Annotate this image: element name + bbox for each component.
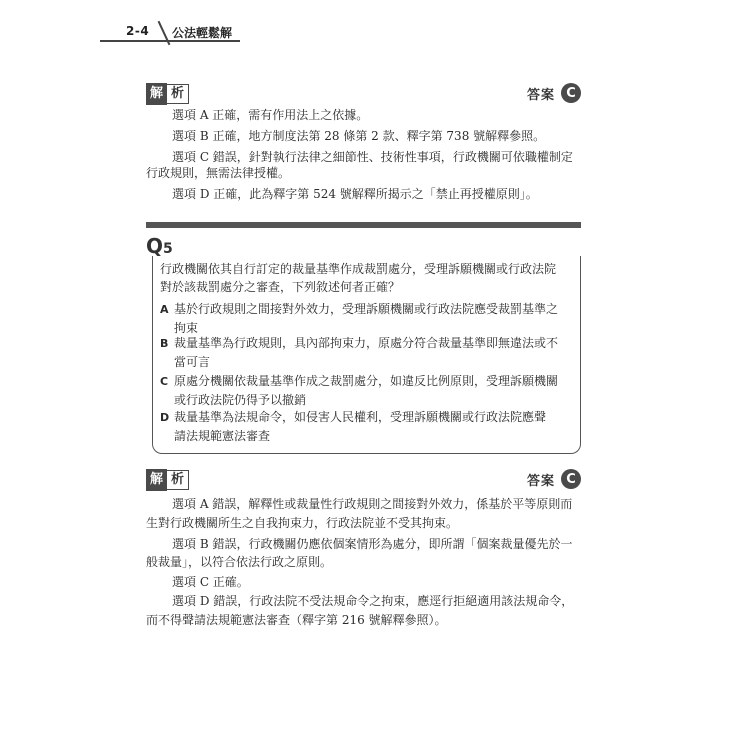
option-b	[160, 334, 574, 372]
chapter-number: 2-4	[126, 24, 150, 38]
question-letter: Q	[146, 234, 164, 258]
question-stem-line: 對於該裁罰處分之審查，下列敘述何者正確？	[160, 280, 401, 294]
option-text: 裁量基準為行政規則，具內部拘束力，原處分符合裁量基準即無違法或不	[174, 336, 559, 350]
analysis-line: 選項 B 正確，地方制度法第 28 條第 2 款、釋字第 738 號解釋參照。	[172, 129, 546, 143]
option-c	[160, 372, 574, 410]
analysis-tag-second: 析	[167, 84, 189, 104]
analysis-tag-second: 析	[167, 470, 189, 490]
analysis-tag-first: 解	[146, 469, 167, 491]
analysis-line: 選項 C 正確。	[172, 575, 249, 589]
option-key: A	[160, 303, 169, 316]
analysis-line: 選項 A 正確，需有作用法上之依據。	[172, 108, 369, 122]
option-key: C	[160, 375, 169, 388]
chapter-title: 公法輕鬆解	[172, 26, 233, 40]
analysis-tag	[146, 469, 189, 491]
option-text: 或行政法院仍得予以撤銷	[174, 393, 307, 407]
analysis-line: 選項 D 錯誤，行政法院不受法規命令之拘束，應逕行拒絕適用該法規命令，	[172, 594, 574, 608]
question-stem-line: 行政機關依其自行訂定的裁量基準作成裁罰處分，受理訴願機關或行政法院	[160, 262, 557, 276]
option-text: 拘束	[174, 321, 199, 335]
option-d	[160, 408, 574, 446]
analysis-line: 選項 D 正確，此為釋字第 524 號解釋所揭示之「禁止再授權原則」。	[172, 187, 538, 201]
answer-label: 答案	[527, 473, 556, 489]
option-key: D	[160, 411, 170, 424]
option-text: 基於行政規則之間接對外效力，受理訴願機關或行政法院應受裁罰基準之	[174, 302, 559, 316]
option-text: 當可言	[174, 355, 211, 369]
question-label	[146, 234, 173, 258]
option-text: 原處分機關依裁量基準作成之裁罰處分，如違反比例原則，受理訴願機關	[174, 374, 559, 388]
answer-indicator	[527, 83, 581, 103]
option-text: 裁量基準為法規命令，如侵害人民權利，受理訴願機關或行政法院應聲	[174, 410, 547, 424]
analysis-line: 而不得聲請法規範憲法審查（釋字第 216 號解釋參照）。	[146, 613, 447, 627]
question-bar	[146, 222, 581, 228]
answer-badge: C	[561, 83, 581, 103]
analysis-tag	[146, 83, 189, 105]
analysis-line: 選項 B 錯誤，行政機關仍應依個案情形為處分，即所謂「個案裁量優先於一	[172, 537, 573, 551]
option-text: 請法規範憲法審查	[174, 429, 271, 443]
answer-label: 答案	[527, 87, 556, 103]
answer-badge: C	[561, 469, 581, 489]
option-a	[160, 300, 574, 338]
analysis-line: 生對行政機關所生之自我拘束力，行政法院並不受其拘束。	[146, 516, 459, 530]
option-key: B	[160, 337, 169, 350]
analysis-line: 行政規則，無需法律授權。	[146, 166, 291, 180]
analysis-line: 選項 A 錯誤，解釋性或裁量性行政規則之間接對外效力，係基於平等原則而	[172, 497, 573, 511]
question-number: 5	[163, 241, 173, 257]
answer-indicator	[527, 469, 581, 489]
analysis-line: 選項 C 錯誤，針對執行法律之細節性、技術性事項，行政機關可依職權制定	[172, 150, 573, 164]
analysis-line: 般裁量」，以符合依法行政之原則。	[146, 555, 333, 569]
analysis-tag-first: 解	[146, 83, 167, 105]
